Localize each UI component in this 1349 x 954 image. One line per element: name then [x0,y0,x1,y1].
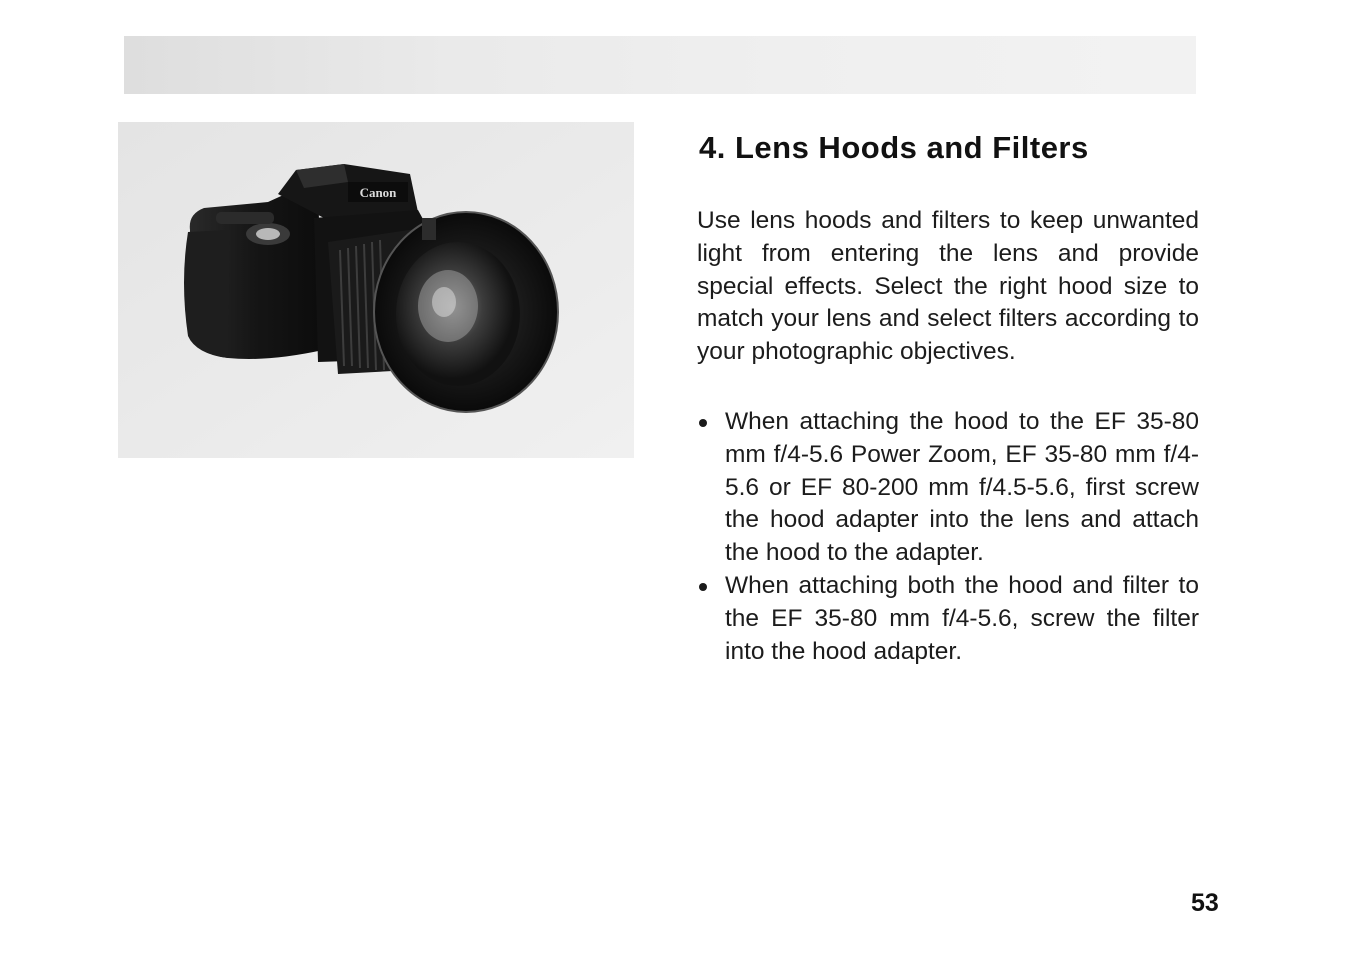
bullet-icon [699,583,707,591]
bullet-icon [699,419,707,427]
list-item-text: When attaching both the hood and filter to the EF 35-80 mm f/4-5.6, screw the filter into the hood adapter. [725,571,1199,665]
camera-photo [118,122,634,458]
brand-text: Canon [359,185,397,200]
list-item [697,570,1199,668]
list-item [697,406,1199,570]
section-title: 4. Lens Hoods and Filters [699,130,1089,165]
page-number: 53 [1191,889,1219,917]
list-item-text: When attaching the hood to the EF 35-80 mm f/4-5.6 Power Zoom, EF 35-80 mm f/4-5.6 or EF 80-200 mm f/4.5-5.6, first screw the hood adapter into the lens and attach the hood to the adapter. [725,408,1199,567]
bullet-list [697,406,1199,668]
header-band [124,36,1196,94]
intro-paragraph: Use lens hoods and filters to keep unwanted light from entering the lens and provide special effects. Select the right hood size to match your lens and select filters according to your photographic objectives. [697,207,1199,366]
